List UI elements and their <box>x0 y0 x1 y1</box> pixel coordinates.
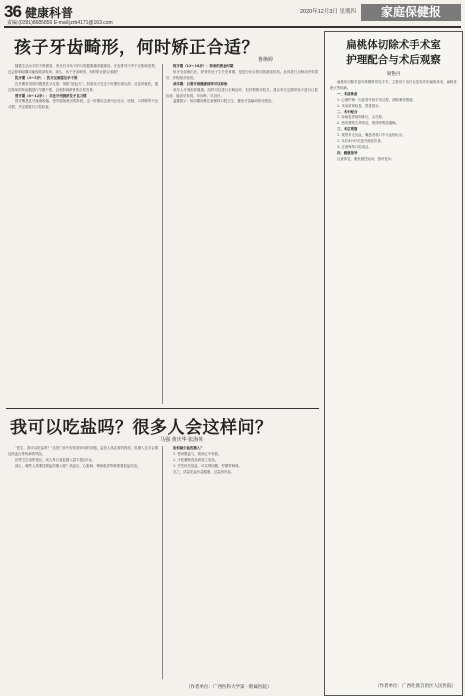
subheading: 替牙期（6～12岁）：关注牙列拥挤及不良习惯 <box>15 93 87 98</box>
article2-title: 我可以吃盐吗？很多人会这样问？ <box>10 418 273 438</box>
subheading: 三、术后观察 <box>337 127 358 132</box>
paragraph: 恒牙全部萌出后，颌骨仍处于生长发育期，是进行综合矫治的最佳时机。此时进行正畸治疗效果好、疗程相对较短。 <box>166 69 318 80</box>
paragraph: 2. 少吃腌制食品和加工食品。 <box>173 457 218 462</box>
sidebar-title <box>325 38 462 68</box>
page-header <box>0 0 465 28</box>
paragraph: 1. 使用限盐勺，做到心中有数。 <box>173 451 222 456</box>
sidebar-article <box>324 31 463 696</box>
paragraph: 世界卫生组织建议，成人每日食盐摄入量不超过5克。 <box>15 457 96 462</box>
sidebar-body <box>330 80 457 678</box>
sidebar-footer: （作者单位：广西壮族自治区人民医院） <box>375 684 456 689</box>
paragraph: 2. 术后4小时可进冷流质饮食。 <box>337 139 385 144</box>
paragraph: “医生，我可以吃盐吗？”这是门诊中经常被问到的问题。盐是人体必需的物质，但摄入过多会增加高血压等疾病的风险。 <box>8 446 158 456</box>
article-divider <box>6 408 319 409</box>
subheading: 四、健康指导 <box>337 150 358 155</box>
subheading: 二、术中配合 <box>337 109 358 114</box>
issue-date: 2020年12月3日 星期四 <box>300 9 356 15</box>
paragraph: 成年人牙周组织健康，同样可以进行正畸治疗，但疗程相对较长。建议家长定期带孩子进行口腔检查，做到早发现、早诊断、早治疗。 <box>166 87 318 98</box>
paragraph: 扁桃体切除术是耳鼻喉科常见手术，主要用于治疗反复发作的扁桃体炎、扁桃体肥大等疾病。 <box>330 80 457 90</box>
article1-column-1 <box>8 64 158 404</box>
subheading: 如何减少盐的摄入？ <box>173 446 204 450</box>
sidebar-author: 梁艳丹 <box>386 72 401 77</box>
paragraph: 3. 注意保持口腔清洁。 <box>337 144 372 149</box>
header-rule <box>4 26 461 28</box>
article1-column-2 <box>166 64 318 404</box>
article2-byline: 马强 黄庆华 张海英 <box>160 437 204 443</box>
paragraph: 2. 术前常规检查，禁食禁水。 <box>337 103 382 108</box>
paragraph: 乳牙期常见的问题是乳牙反颌，俗称“地包天”。如果孩子在这个时期出现反颌，应及时就医，通过简单的矫治器进行早期干预，以免影响颌骨的正常发育。 <box>8 81 158 92</box>
editor-contact: 责编:(0391)8685850 E-mail:jzrb4171@163.com <box>7 20 113 26</box>
sidebar-title-line-1: 扁桃体切除术手术室 <box>346 39 441 51</box>
section-title-right: 家庭保健报 <box>361 4 461 21</box>
section-title-left: 健康科普 <box>25 6 74 20</box>
article2-column-2 <box>166 446 318 679</box>
sidebar-title-line-2: 护理配合与术后观察 <box>346 54 441 66</box>
paragraph: 随着生活水平的不断提高，家长们对孩子的口腔健康越来越重视。牙齿排列不齐不仅影响美观，还会影响咀嚼功能和面部发育。那么，孩子牙齿畸形，何时矫正最合适呢？ <box>8 64 158 74</box>
article2-column-1 <box>8 446 158 679</box>
paragraph: 3. 烹饪时后放盐，可以利用醋、柠檬等调味。 <box>173 463 242 468</box>
paragraph: 2. 密切观察生命体征，保持呼吸道通畅。 <box>337 121 399 126</box>
paragraph: 替牙期是乳牙逐渐脱落、恒牙陆续萌出的阶段。这一时期应注意纠正吐舌、咬唇、口呼吸等不良习惯，并定期进行口腔检查。 <box>8 99 158 110</box>
paragraph: 总之，适量吃盐有益健康，过量则有害。 <box>173 469 235 474</box>
column-divider <box>162 446 163 679</box>
article2-author-affiliation: （作者单位：广西医科大学第一附属医院） <box>186 685 272 690</box>
paragraph: 注意休息，避免剧烈运动，按时复诊。 <box>337 156 395 161</box>
subheading: 乳牙期（3～5岁）：乳牙反颌需及早干预 <box>15 75 78 80</box>
paragraph: 1. 观察有无出血，嘱患者将口中分泌物吐出。 <box>337 133 406 138</box>
paragraph: 1. 心理护理：向患者介绍手术过程，消除紧张情绪。 <box>337 97 416 102</box>
article1-title: 孩子牙齿畸形，何时矫正合适？ <box>14 38 259 58</box>
subheading: 一、术前准备 <box>337 91 358 96</box>
subheading: 恒牙期（12～18岁）：矫治的黄金时期 <box>173 64 234 68</box>
subheading: 成年期：只要牙周健康同样可以矫治 <box>173 81 228 86</box>
paragraph: 1. 协助患者取仰卧位，头后仰。 <box>337 115 386 120</box>
paragraph: 温馨提示：矫治期间要注意保持口腔卫生，避免牙齿龋坏和牙龈炎。 <box>173 99 275 104</box>
column-divider <box>162 64 163 404</box>
paragraph: 那么，哪些人需要控制盐的摄入呢？高血压、心脏病、肾病患者等都需要低盐饮食。 <box>15 463 141 468</box>
page-number: 36 <box>4 2 21 21</box>
article1-byline: 鲁焕婷 <box>258 57 274 63</box>
